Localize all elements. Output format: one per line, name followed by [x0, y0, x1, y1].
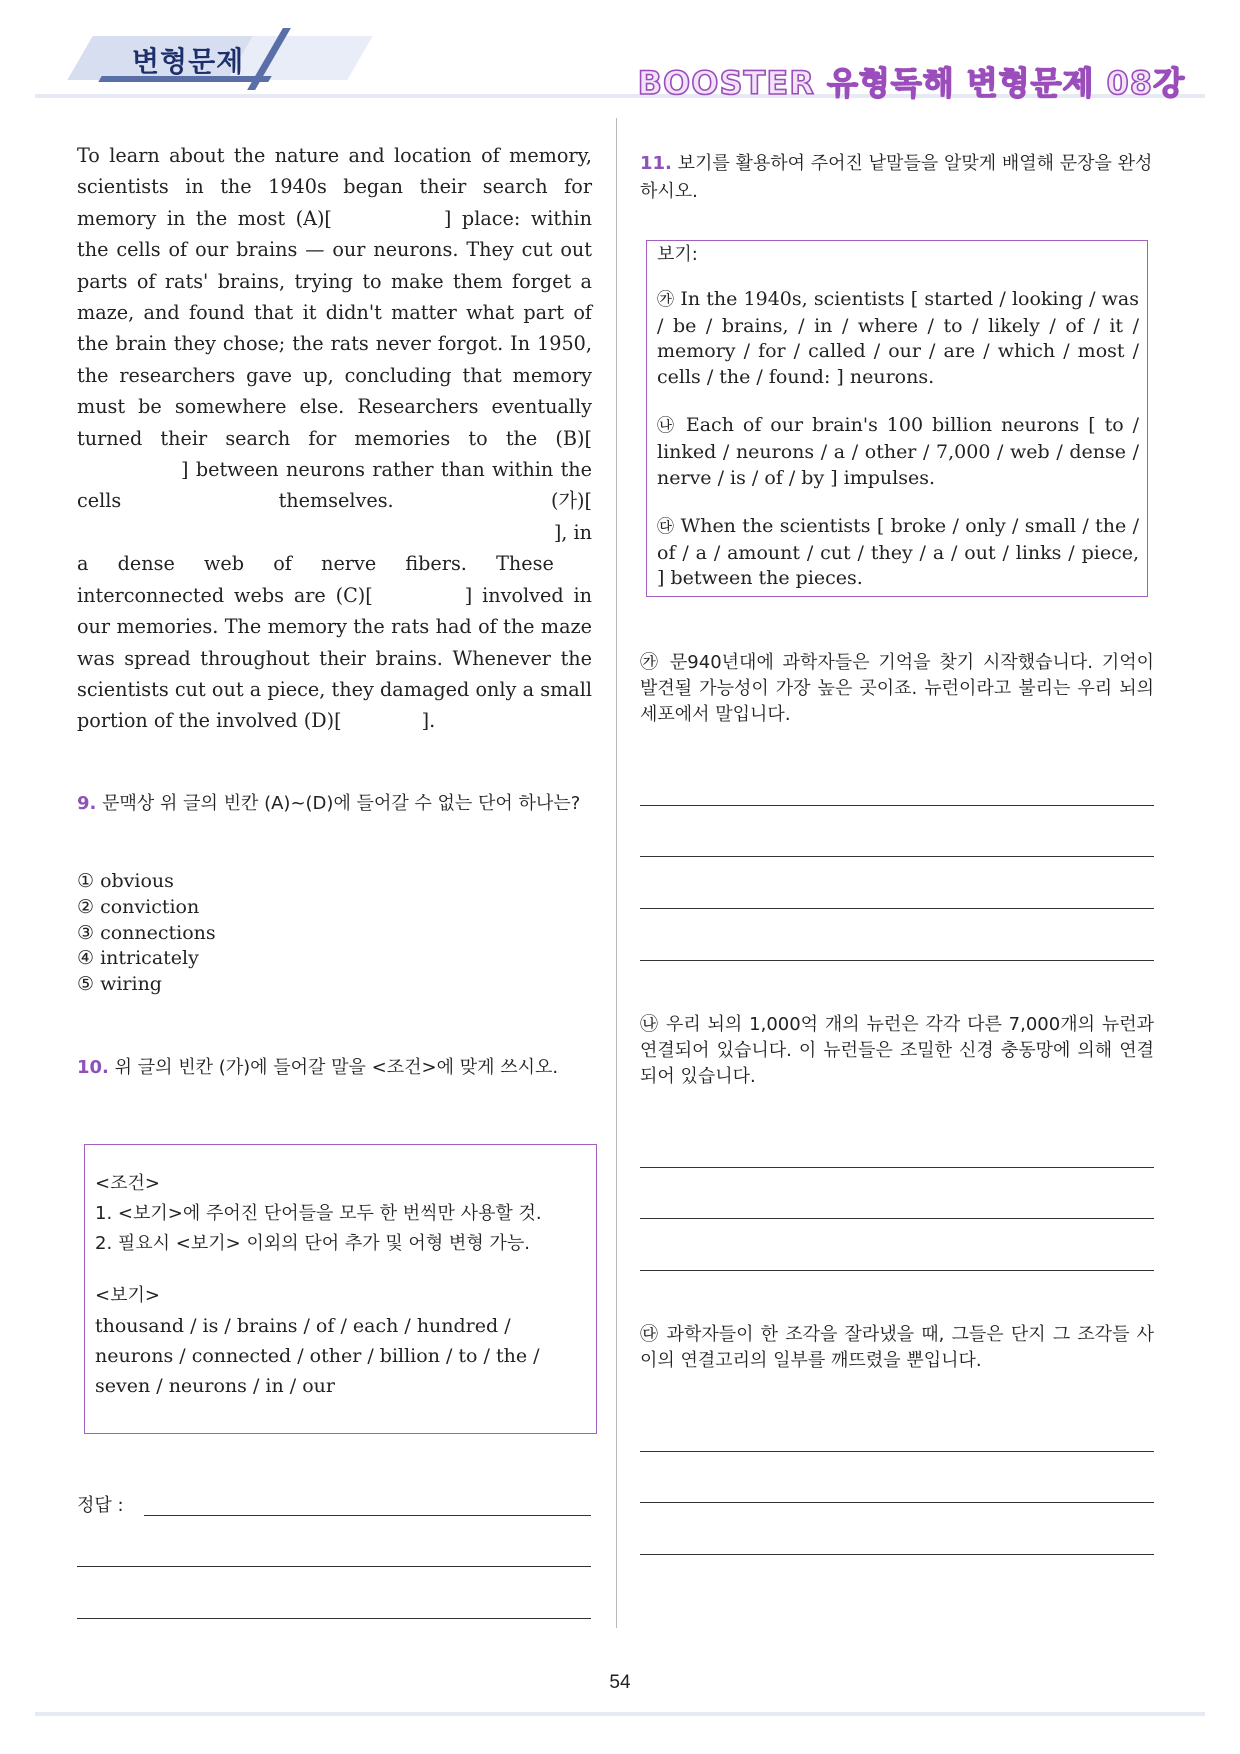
answer-line[interactable] [640, 1270, 1154, 1271]
answer-label: 정답 : [77, 1495, 124, 1516]
passage-text: ] involved in our memories. The memory the rats had of the maze was spread throughout their brains. Whenever the scientists cut out a piece, they damaged only a small portion of the involved (D)[ [77, 583, 592, 733]
circled-da-icon: ㉰ [640, 1324, 660, 1345]
reading-passage [77, 140, 592, 737]
condition-2: 2. 필요시 <보기> 이외의 단어 추가 및 어형 변형 가능. [95, 1233, 530, 1254]
bogi-title: <보기> [95, 1285, 160, 1306]
circled-na-icon: ㉯ [657, 416, 677, 437]
condition-1: 1. <보기>에 주어진 단어들을 모두 한 번씩만 사용할 것. [95, 1203, 542, 1224]
word-bank-line-2: neurons / connected / other / billion / to / the / [95, 1345, 540, 1367]
answer-line[interactable] [640, 1502, 1154, 1503]
passage-text: ], in [553, 520, 592, 544]
question-text: 보기를 활용하여 주어진 낱말들을 알맞게 배열해 문장을 완성하시오. [640, 153, 1153, 202]
question-text: 문맥상 위 글의 빈칸 (A)~(D)에 들어갈 수 없는 단어 하나는? [102, 793, 581, 814]
translation-da [640, 1322, 1154, 1374]
column-divider [616, 118, 617, 1628]
question-9 [77, 790, 597, 818]
bogi-box [646, 240, 1148, 597]
question-text: 위 글의 빈칸 (가)에 들어갈 말을 <조건>에 맞게 쓰시오. [114, 1057, 559, 1078]
translation-text: 문940년대에 과학자들은 기억을 찾기 시작했습니다. 기억이 발견될 가능성이 가장 높은 곳이죠. 뉴런이라고 불리는 우리 뇌의 세포에서 말입니다. [640, 652, 1154, 725]
answer-line[interactable] [640, 1554, 1154, 1555]
circled-ga-icon: ㉮ [657, 290, 675, 310]
passage-text: ]. [421, 709, 436, 733]
answer-line[interactable] [77, 1566, 591, 1567]
scramble-item-ga [657, 287, 1139, 390]
passage-text: To learn about the nature and location of memory, scientists in the 1940s began their search for memory in the most (A)[ [77, 144, 592, 230]
passage-text: ] between neurons rather than within the cells themselves. (가)[ [77, 458, 592, 513]
option-1[interactable]: ① obvious [77, 870, 174, 892]
answer-line[interactable] [144, 1515, 591, 1516]
option-3[interactable]: ③ connections [77, 921, 216, 944]
page-number: 54 [609, 1672, 631, 1693]
scramble-text: Each of our brain's 100 billion neurons [ to / linked / neurons / a / other / 7,000 / web / dense / nerve / is / of / by ] impulses. [657, 414, 1140, 489]
translation-na [640, 1012, 1154, 1090]
translation-text: 과학자들이 한 조각을 잘라냈을 때, 그들은 단지 그 조각들 사이의 연결고리의 일부를 깨뜨렸을 뿐입니다. [640, 1324, 1154, 1371]
scramble-text: In the 1940s, scientists [ started / looking / was / be / brains, / in / where / to / likely / of / it / memory / for / called / our / are / which / most / cells / the / found: ] neurons. [657, 288, 1139, 388]
answer-line[interactable] [640, 805, 1154, 806]
scramble-item-da [657, 514, 1139, 592]
answer-line[interactable] [640, 856, 1154, 857]
answer-line[interactable] [640, 1167, 1154, 1168]
tag-background-light [227, 36, 372, 80]
translation-text: 우리 뇌의 1,000억 개의 뉴런은 각각 다른 7,000개의 뉴런과 연결되어 있습니다. 이 뉴런들은 조밀한 신경 충동망에 의해 연결되어 있습니다. [640, 1014, 1154, 1087]
answer-line[interactable] [640, 960, 1154, 961]
section-tag: 변형문제 [132, 45, 245, 78]
circled-da-icon: ㉰ [657, 517, 675, 538]
series-title: BOOSTER 유형독해 변형문제 08강 [637, 64, 1185, 102]
question-10 [77, 1054, 597, 1082]
scramble-text: When the scientists [ broke / only / small / the / of / a / amount / cut / they / a / out / links / piece, ] between the pieces. [657, 515, 1140, 590]
answer-line[interactable] [77, 1618, 591, 1619]
answer-options [77, 869, 216, 998]
answer-line[interactable] [640, 1218, 1154, 1219]
question-number: 11. [640, 153, 672, 174]
passage-text: a dense web of nerve fibers. These interconnected webs are (C)[ [77, 552, 554, 607]
circled-ga-icon: ㉮ [640, 652, 662, 673]
option-5[interactable]: ⑤ wiring [77, 973, 162, 996]
word-bank-line-3: seven / neurons / in / our [95, 1375, 335, 1397]
bogi-label: 보기: [657, 244, 698, 265]
option-4[interactable]: ④ intricately [77, 947, 199, 970]
question-number: 9. [77, 793, 97, 814]
translation-ga [640, 650, 1154, 728]
condition-box [84, 1144, 597, 1434]
answer-line[interactable] [640, 1451, 1154, 1452]
answer-line[interactable] [640, 908, 1154, 909]
footer-divider [35, 1712, 1205, 1716]
condition-title: <조건> [95, 1173, 160, 1194]
passage-text: ] place: within the cells of our brains — our neurons. They cut out parts of rats' brains, trying to make them forget a maze, and found that it didn't matter what part of the brain they chose; the rats never forgot. In 1950, the researchers gave up, concluding that memory must be somewhere else. Researchers eventually turned their search for memories to the (B)[ [77, 206, 592, 450]
question-11 [640, 150, 1160, 206]
circled-na-icon: ㉯ [640, 1014, 660, 1035]
word-bank-line-1: thousand / is / brains / of / each / hundred / [95, 1315, 511, 1337]
scramble-item-na [657, 413, 1139, 491]
question-number: 10. [77, 1057, 109, 1078]
option-2[interactable]: ② conviction [77, 895, 200, 918]
